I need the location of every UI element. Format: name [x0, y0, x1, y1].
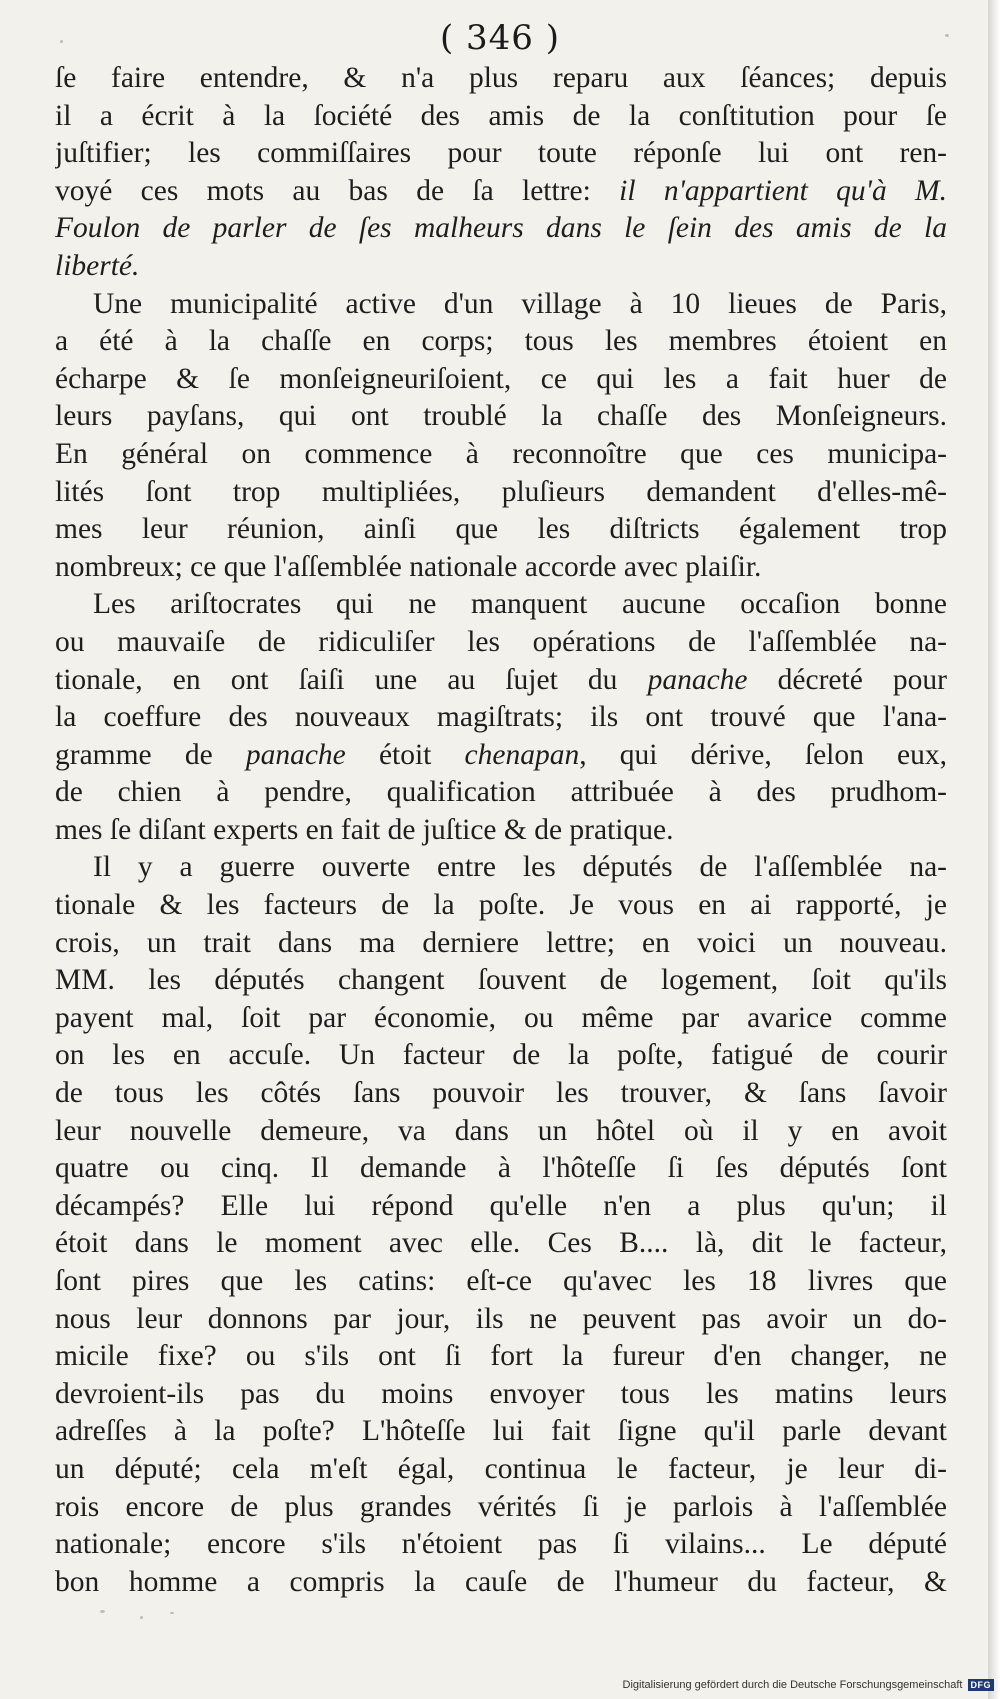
text-line — [55, 1413, 947, 1451]
text-line — [55, 925, 947, 963]
text-segment: tionale & les facteurs de la poſte. Je vous en ai rapporté, je — [55, 889, 947, 922]
text-segment: nombreux; ce que l'aſſemblée nationale accorde avec plaiſir. — [55, 550, 762, 583]
digitization-credit — [623, 1679, 994, 1691]
paper-speck — [100, 1610, 105, 1613]
paper-speck — [140, 1616, 143, 1619]
text-line — [55, 98, 947, 136]
text-segment: on les en accuſe. Un facteur de la poſte, fatigué de courir — [55, 1039, 947, 1072]
text-segment: de chien à pendre, qualification attribuée à des prudhom- — [55, 776, 947, 809]
italic-text: il n'appartient qu'à M. — [619, 174, 947, 207]
text-line — [55, 887, 947, 925]
text-line — [55, 699, 947, 737]
paper-speck — [945, 34, 949, 37]
text-segment: un député; cela m'eſt égal, continua le facteur, je leur di- — [55, 1452, 947, 1485]
italic-text: chenapan — [464, 738, 580, 771]
text-segment: la coeffure des nouveaux magiſtrats; ils ont trouvé que l'ana- — [55, 701, 947, 734]
italic-text: Foulon de parler de ſes malheurs dans le ſein des amis de la — [55, 212, 947, 245]
paragraph — [55, 849, 947, 1601]
text-segment: payent mal, ſoit par économie, ou même par avarice comme — [55, 1001, 947, 1034]
page-number: ( 346 ) — [439, 18, 561, 58]
text-segment: leur nouvelle demeure, va dans un hôtel où il y en avoit — [55, 1114, 947, 1147]
text-line — [55, 474, 947, 512]
text-line — [55, 1376, 947, 1414]
text-line — [55, 436, 947, 474]
text-segment: étoit — [345, 738, 465, 771]
text-segment: a été à la chaſſe en corps; tous les membres étoient en — [55, 325, 947, 358]
text-line — [55, 361, 947, 399]
text-segment: nationale; encore s'ils n'étoient pas ſi vilains... Le député — [55, 1528, 947, 1561]
text-segment: voyé ces mots au bas de ſa lettre: — [55, 174, 620, 207]
text-line — [55, 1263, 947, 1301]
text-line — [55, 248, 947, 286]
text-line — [55, 624, 947, 662]
text-segment: nous leur donnons par jour, ils ne peuvent pas avoir un do- — [55, 1302, 947, 1335]
text-segment: Les ariſtocrates qui ne manquent aucune occaſion bonne — [93, 588, 947, 621]
text-segment: Une municipalité active d'un village à 10 lieues de Paris, — [93, 287, 947, 320]
text-segment: crois, un trait dans ma derniere lettre; en voici un nouveau. — [55, 926, 947, 959]
text-line — [55, 1564, 947, 1602]
credit-text: Digitalisierung gefördert durch die Deutsche Forschungsgemeinschaft — [622, 1679, 963, 1691]
text-line — [55, 1451, 947, 1489]
paragraph — [55, 586, 947, 849]
text-segment: ſe faire entendre, & n'a plus reparu aux ſéances; depuis — [55, 62, 947, 94]
text-segment: gramme de — [55, 738, 246, 771]
text-line — [55, 1225, 947, 1263]
text-segment: En général on commence à reconnoître que ces municipa- — [55, 437, 947, 470]
paper-speck — [60, 40, 63, 43]
text-line — [55, 286, 947, 324]
text-segment: micile fixe? ou s'ils ont ſi fort la fureur d'en changer, ne — [55, 1340, 947, 1373]
text-segment: étoit dans le moment avec elle. Ces B.... là, dit le facteur, — [55, 1227, 947, 1260]
text-segment: ou mauvaiſe de ridiculiſer les opérations de l'aſſemblée na- — [55, 625, 947, 658]
text-line — [55, 323, 947, 361]
text-line — [55, 1113, 947, 1151]
text-segment: devroient-ils pas du moins envoyer tous les matins leurs — [55, 1377, 947, 1410]
text-line — [55, 1075, 947, 1113]
text-segment: mes ſe diſant experts en fait de juſtice & de pratique. — [55, 813, 674, 846]
text-segment: bon homme a compris la cauſe de l'humeur du facteur, & — [55, 1565, 947, 1598]
text-segment: ſont pires que les catins: eſt-ce qu'avec les 18 livres que — [55, 1265, 947, 1297]
text-segment: tionale, en ont ſaiſi une au ſujet du — [55, 663, 648, 696]
dfg-logo-icon: DFG — [968, 1679, 995, 1691]
italic-text: liberté. — [55, 249, 140, 282]
page-edge — [988, 0, 1000, 1699]
text-line — [55, 774, 947, 812]
text-line — [55, 398, 947, 436]
text-segment: MM. les députés changent ſouvent de logement, ſoit qu'ils — [55, 964, 947, 997]
text-line — [55, 962, 947, 1000]
paper-speck — [170, 1612, 174, 1614]
text-line — [55, 849, 947, 887]
body-text — [55, 60, 947, 1601]
text-segment: quatre ou cinq. Il demande à l'hôteſſe ſi ſes députés ſont — [55, 1152, 947, 1185]
text-line — [55, 60, 947, 98]
text-segment: , qui dérive, ſelon eux, — [579, 738, 947, 771]
text-line — [55, 549, 947, 587]
text-segment: juſtifier; les commiſſaires pour toute réponſe lui ont ren- — [55, 137, 947, 170]
text-segment: écharpe & ſe monſeigneuriſoient, ce qui les a fait huer de — [55, 362, 947, 395]
text-line — [55, 1526, 947, 1564]
text-segment: rois encore de plus grandes vérités ſi je parlois à l'aſſemblée — [55, 1490, 947, 1523]
text-line — [55, 1150, 947, 1188]
text-line — [55, 1000, 947, 1038]
text-line — [55, 1338, 947, 1376]
italic-text: panache — [245, 738, 346, 771]
text-line — [55, 1037, 947, 1075]
text-segment: Il y a guerre ouverte entre les députés de l'aſſemblée na- — [93, 851, 947, 884]
text-segment: lités ſont trop multipliées, pluſieurs demandent d'elles-mê- — [55, 475, 947, 508]
text-segment: adreſſes à la poſte? L'hôteſſe lui fait ſigne qu'il parle devant — [55, 1415, 947, 1448]
text-segment: de tous les côtés ſans pouvoir les trouver, & ſans ſavoir — [55, 1077, 947, 1110]
text-segment: mes leur réunion, ainſi que les diſtricts également trop — [55, 513, 947, 546]
text-line — [55, 662, 947, 700]
text-line — [55, 812, 947, 850]
text-line — [55, 1489, 947, 1527]
text-line — [55, 210, 947, 248]
text-line — [55, 586, 947, 624]
paragraph — [55, 286, 947, 587]
text-line — [55, 1188, 947, 1226]
text-line — [55, 511, 947, 549]
text-segment: leurs payſans, qui ont troublé la chaſſe des Monſeigneurs. — [55, 400, 947, 433]
text-segment: décampés? Elle lui répond qu'elle n'en a plus qu'un; il — [55, 1189, 947, 1222]
text-line — [55, 173, 947, 211]
text-line — [55, 737, 947, 775]
text-segment: il a écrit à la ſociété des amis de la conſtitution pour ſe — [55, 99, 947, 132]
italic-text: panache — [647, 663, 748, 696]
paragraph — [55, 60, 947, 286]
text-line — [55, 135, 947, 173]
text-line — [55, 1301, 947, 1339]
text-segment: décreté pour — [747, 663, 947, 696]
